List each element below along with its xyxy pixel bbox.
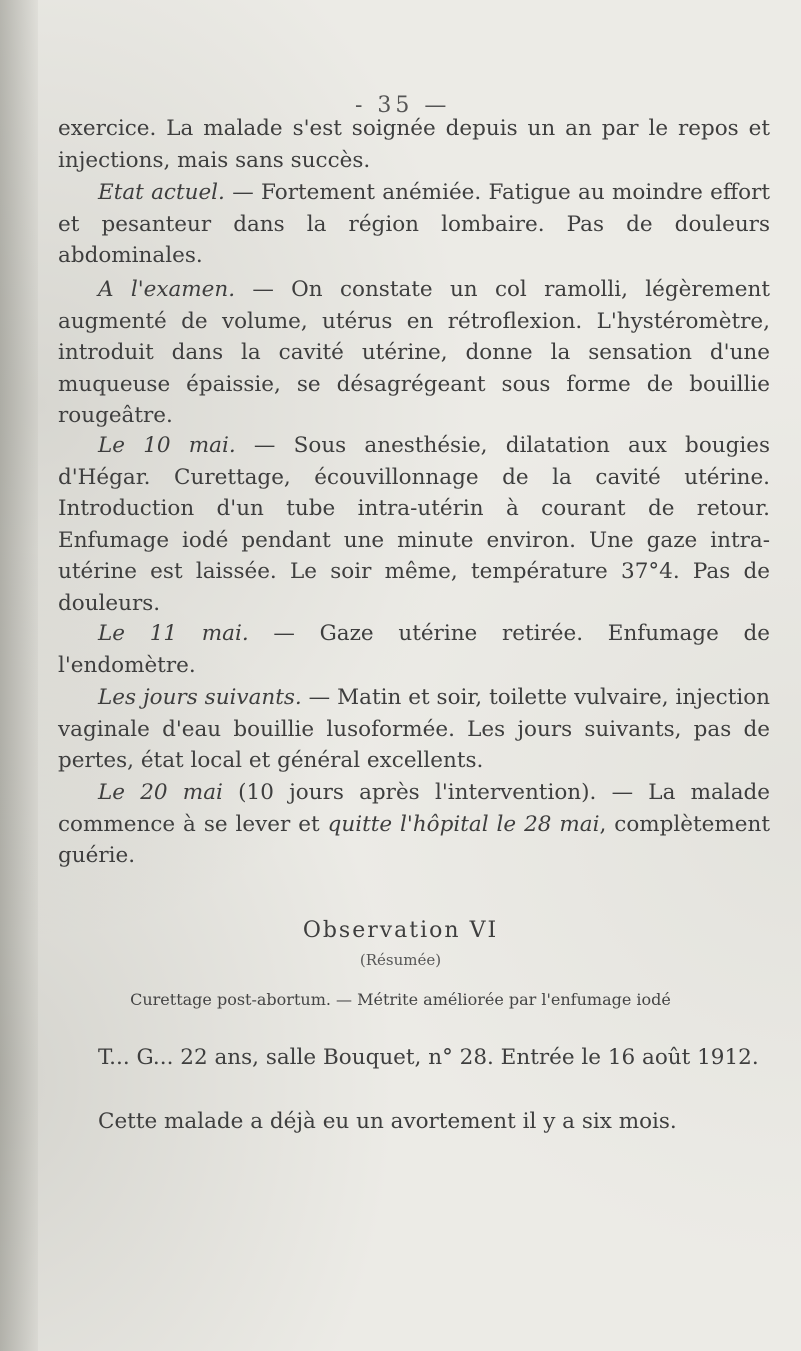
- paragraph-text: — Fortement anémiée. Fatigue au moindre effort et pesanteur dans la région lombaire. Pas de douleurs abdominales.: [58, 180, 770, 268]
- observation-title: Observation VI: [302, 918, 499, 943]
- paragraph-etat-actuel: [58, 177, 770, 272]
- paragraph-patient-info: [58, 1042, 770, 1074]
- paragraph-text: — Sous anesthésie, dilatation aux bougies d'Hégar. Curettage, écouvillonnage de la cavité utérine. Introduction d'un tube intra-utérin à courant de retour. Enfumage iodé pendant une minute environ. Une gaze intra-utérine est laissée. Le soir même, température 37°4. Pas de douleurs.: [58, 433, 771, 616]
- paragraph-20-mai: [58, 777, 770, 872]
- paragraph-text: Cette malade a déjà eu un avortement il y a six mois.: [98, 1109, 677, 1134]
- paragraph-text: T... G... 22 ans, salle Bouquet, n° 28. Entrée le 16 août 1912.: [98, 1045, 759, 1070]
- section-lead: Etat actuel.: [98, 180, 225, 205]
- paragraph-text: , complètement guérie.: [58, 811, 770, 868]
- page-shadow-edge: [0, 0, 38, 1351]
- paragraph-italic-text: quitte l'hôpital le 28 mai: [327, 811, 600, 837]
- page-number: - 35 —: [355, 93, 451, 118]
- paragraph-text: — Matin et soir, toilette vulvaire, injection vaginale d'eau bouillie lusoformée. Les jours suivants, pas de pertes, état local et général excellents.: [58, 685, 771, 773]
- section-lead: A l'examen.: [98, 277, 236, 302]
- paragraph-intro: [58, 113, 770, 176]
- paragraph-text: — On constate un col ramolli, légèrement augmenté de volume, utérus en rétroflexion. L'hystéromètre, introduit dans la cavité utérine, donne la sensation d'une muqueuse épaissie, se désagrégeant sous forme de bouillie rougeâtre.: [58, 277, 770, 428]
- paragraph-10-mai: [58, 430, 770, 619]
- paragraph-11-mai: [58, 618, 770, 681]
- section-lead: Les jours suivants.: [98, 685, 302, 710]
- paragraph-text: exercice. La malade s'est soignée depuis un an par le repos et injections, mais sans succès.: [58, 116, 770, 173]
- paragraph-text: — Gaze utérine retirée. Enfumage de l'endomètre.: [58, 621, 770, 678]
- paragraph-jours-suivants: [58, 682, 770, 777]
- observation-subtitle: (Résumée): [359, 951, 442, 969]
- section-lead: Le 10 mai.: [98, 433, 236, 458]
- paragraph-text: (10 jours après l'intervention). — La malade commence à se lever et: [58, 780, 771, 837]
- section-lead: Le 20 mai: [98, 780, 223, 805]
- section-lead: Le 11 mai.: [98, 621, 249, 646]
- paragraph-history: [58, 1106, 770, 1138]
- observation-summary: Curettage post-abortum. — Métrite améliorée par l'enfumage iodé: [130, 990, 671, 1009]
- paragraph-examen: [58, 274, 770, 432]
